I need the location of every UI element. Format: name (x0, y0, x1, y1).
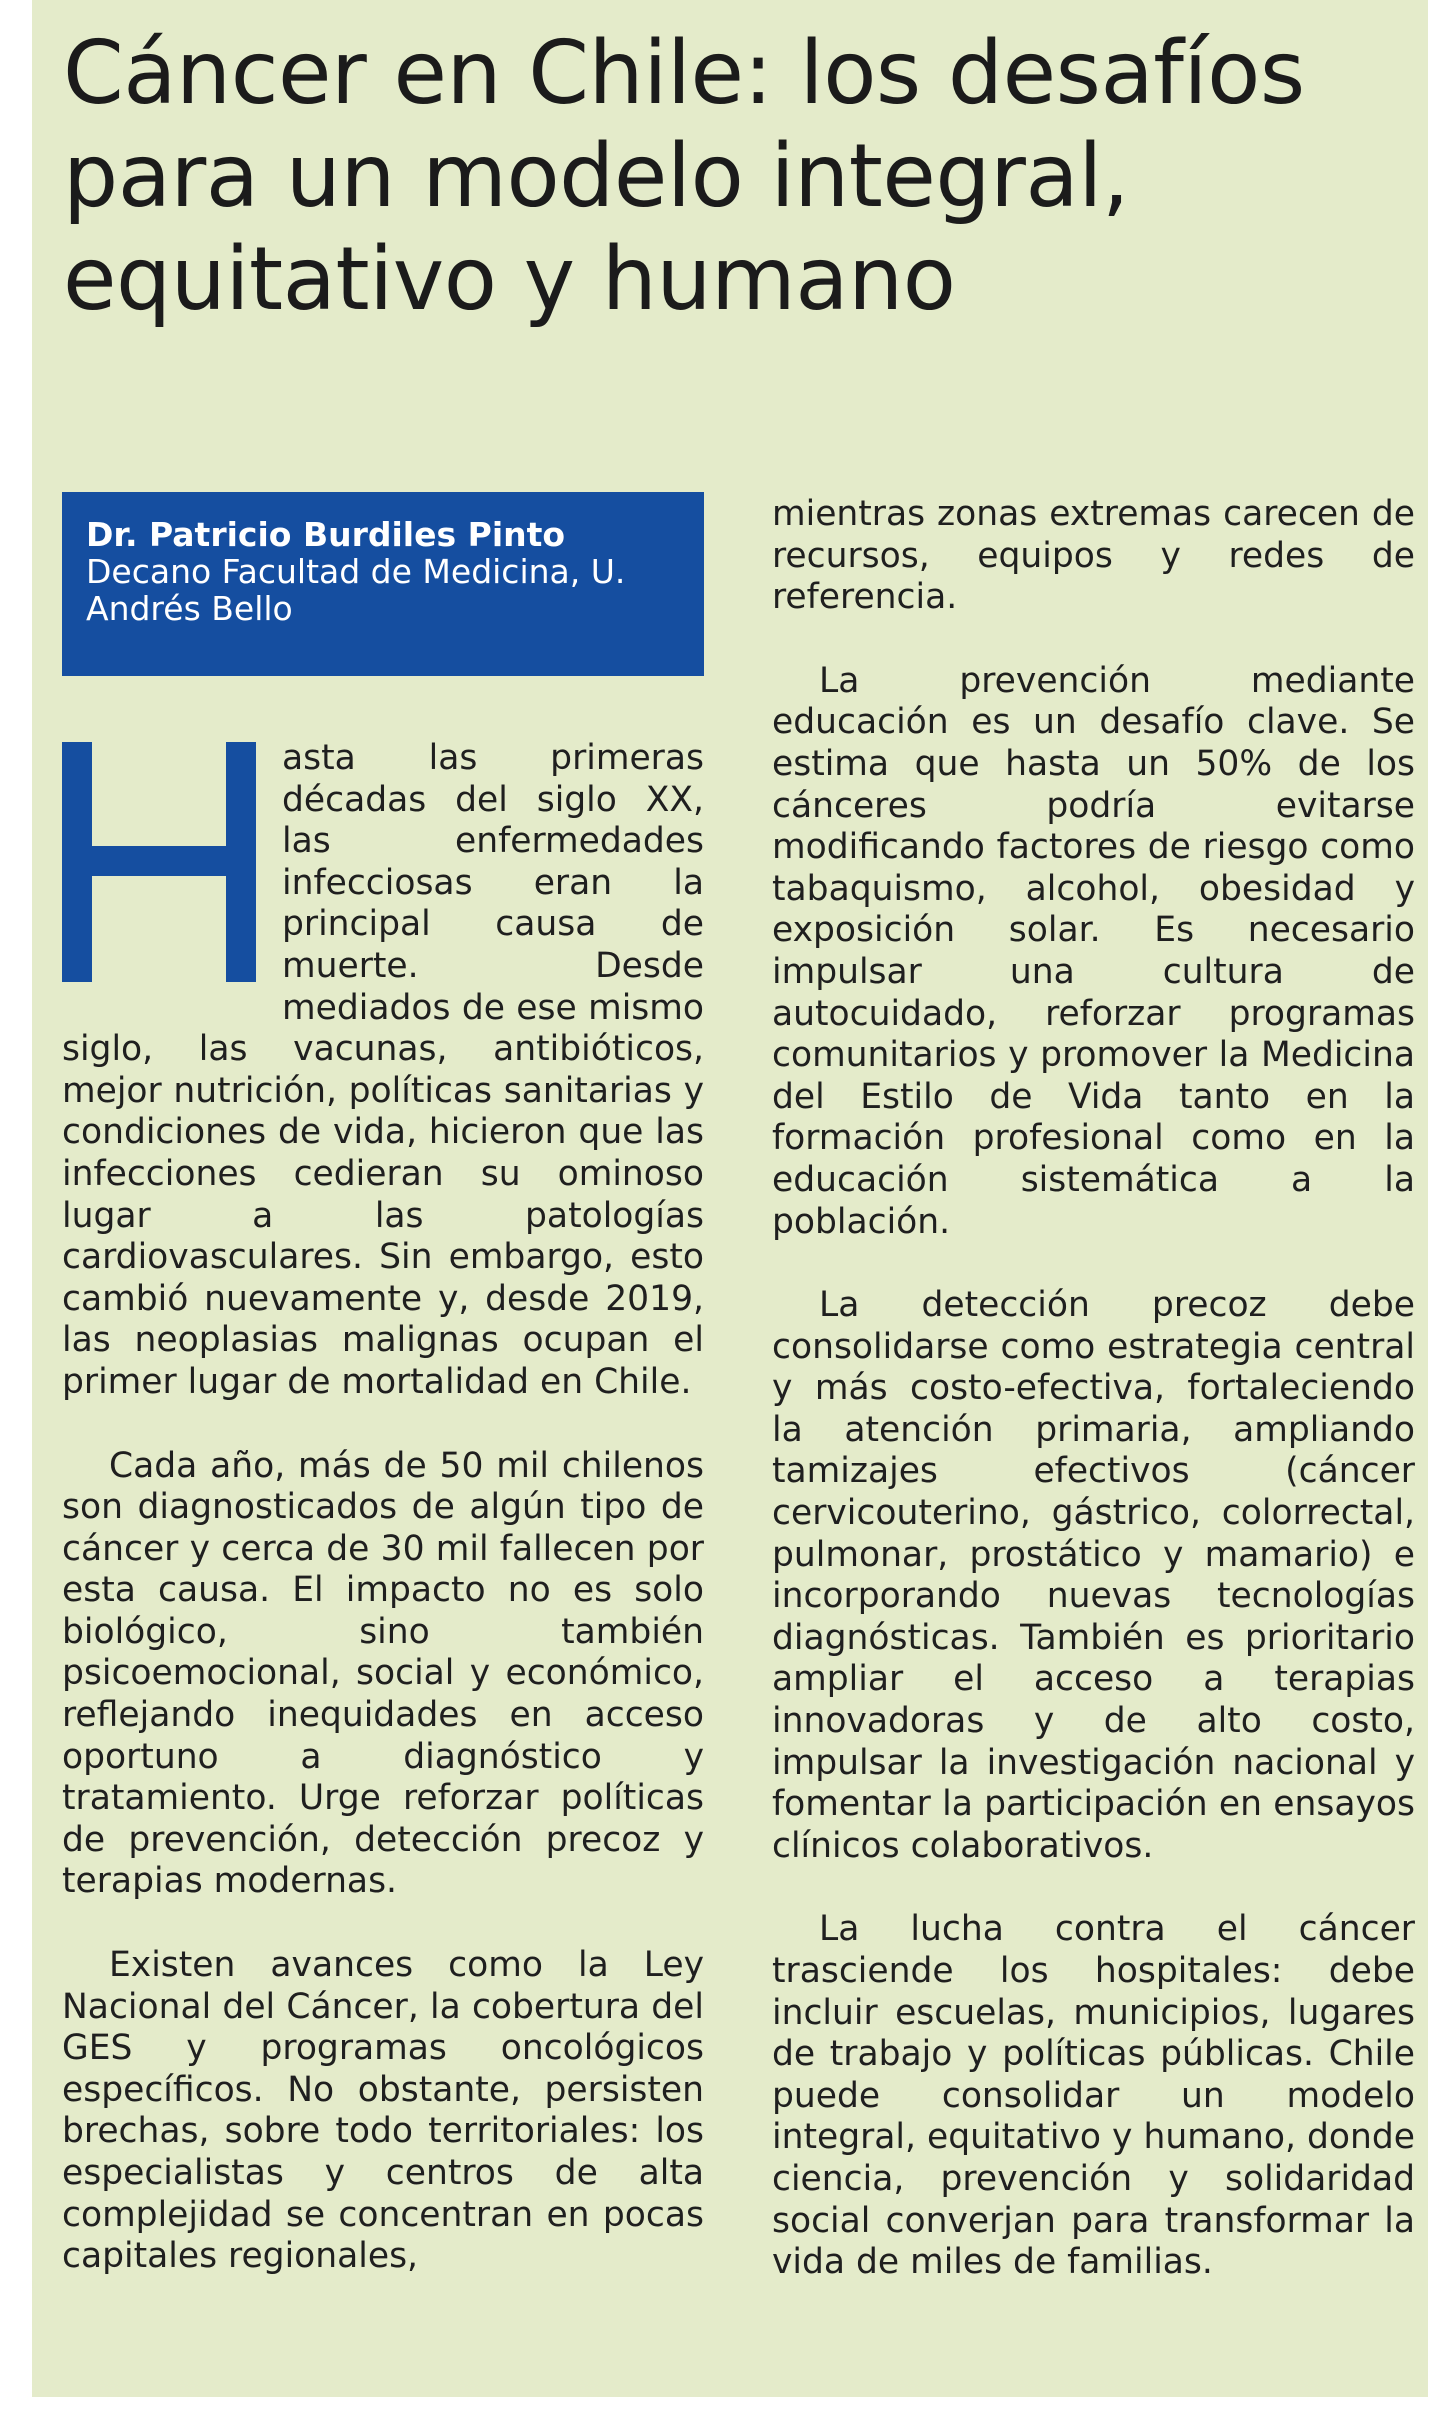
paragraph-1: asta las primeras décadas del siglo XX, las enfermedades infecciosas eran la principal causa de muerte. Desde mediados de ese mismo siglo, las vacunas, antibióticos, mejor nutrición, políticas sanitarias y condiciones de vida, hicieron que las infecciones cedieran su ominoso lugar a las patologías cardiovasculares. Sin embargo, esto cambió nuevamente y, desde 2019, las neoplasias malignas ocupan el primer lugar de mortalidad en Chile. (62, 738, 704, 1402)
paragraph-4: La prevención mediante educación es un desafío clave. Se estima que hasta un 50% de los cánceres podría evitarse modificando factores de riesgo como tabaquismo, alcohol, obesidad y exposición solar. Es necesario impulsar una cultura de autocuidado, reforzar programas comunitarios y promover la Medicina del Estilo de Vida tanto en la formación profesional como en la educación sistemática a la población. (772, 660, 1415, 1242)
author-role: Decano Facultad de Medicina, U. Andrés Bello (86, 552, 626, 628)
author-box (62, 492, 704, 676)
drop-cap-glyph (62, 742, 256, 982)
author-name: Dr. Patricio Burdiles Pinto (86, 515, 566, 554)
paragraph-6: La lucha contra el cáncer trasciende los hospitales: debe incluir escuelas, municipios, lugares de trabajo y políticas públicas. Chile puede consolidar un modelo integral, equitativo y humano, donde ciencia, prevención y solidaridad social converjan para transformar la vida de miles de familias. (772, 1909, 1415, 2283)
article-page (32, 0, 1428, 2397)
right-column (772, 494, 1415, 2326)
paragraph-5: La detección precoz debe consolidarse como estrategia central y más costo-efectiva, fortaleciendo la atención primaria, ampliando tamizajes efectivos (cáncer cervicouterino, gástrico, colorrectal, pulmonar, prostático y mamario) e incorporando nuevas tecnologías diagnósticas. También es prioritario ampliar el acceso a terapias innovadoras y de alto costo, impulsar la investigación nacional y fomentar la participación en ensayos clínicos colaborativos. (772, 1285, 1415, 1866)
paragraph-2: Cada año, más de 50 mil chilenos son diagnosticados de algún tipo de cáncer y cerca de 30 mil fallecen por esta causa. El impacto no es solo biológico, sino también psicoemocional, social y económico, reflejando inequidades en acceso oportuno a diagnóstico y tratamiento. Urge reforzar políticas de prevención, detección precoz y terapias modernas. (62, 1445, 704, 1902)
drop-cap (62, 742, 282, 988)
left-column (62, 738, 704, 2320)
article-title: Cáncer en Chile: los desafíos para un modelo integral, equitativo y humano (63, 22, 1305, 330)
paragraph-3: Existen avances como la Ley Nacional del Cáncer, la cobertura del GES y programas oncológicos específicos. No obstante, persisten brechas, sobre todo territoriales: los especialistas y centros de alta complejidad se concentran en pocas capitales regionales, (62, 1945, 704, 2277)
paragraph-3-continued: mientras zonas extremas carecen de recursos, equipos y redes de referencia. (772, 494, 1415, 618)
